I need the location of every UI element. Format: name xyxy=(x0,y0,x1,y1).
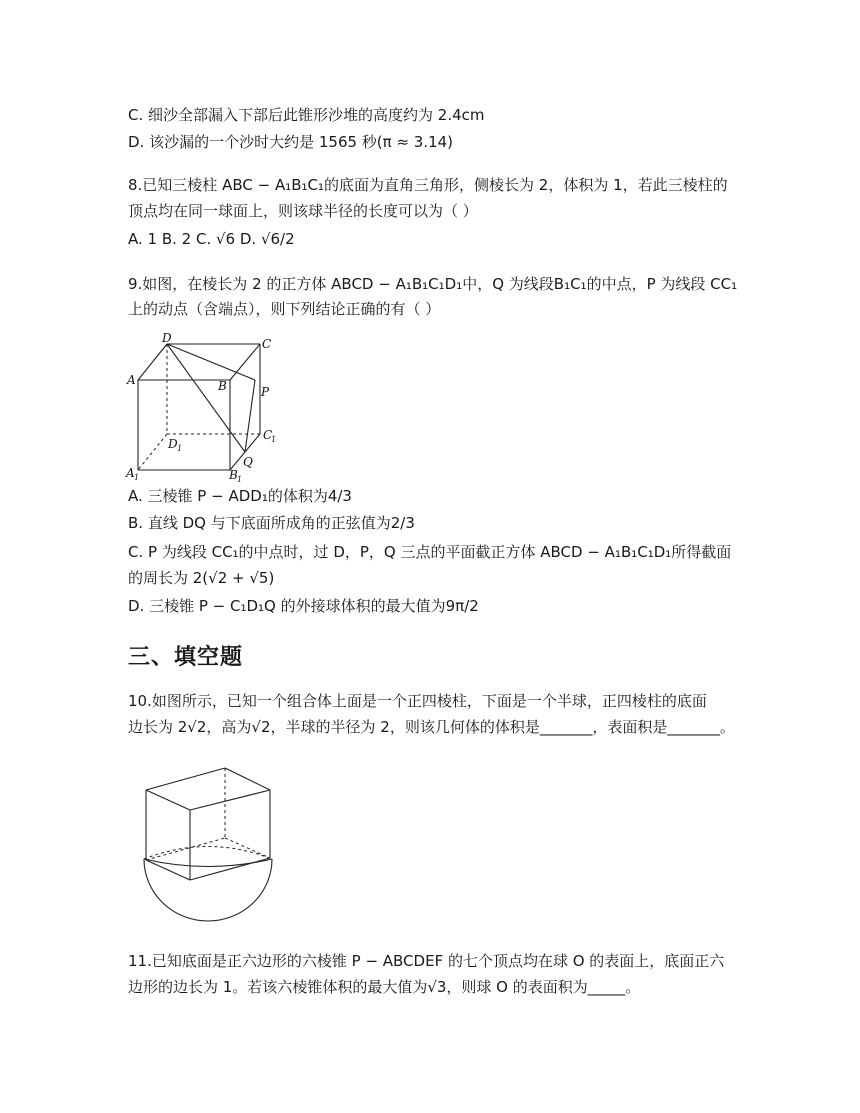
label-B1: B xyxy=(229,468,238,482)
cube-figure xyxy=(122,332,282,482)
label-P: P xyxy=(261,385,270,399)
option-7c: C. 细沙全部漏入下部后此锥形沙堆的高度约为 2.4cm xyxy=(128,106,485,124)
label-C: C xyxy=(262,337,272,351)
label-D1: D xyxy=(168,437,178,451)
label-D: D xyxy=(162,332,172,345)
label-B1-sub: 1 xyxy=(237,475,243,482)
prism-hemisphere-figure xyxy=(140,762,290,922)
label-A1-sub: 1 xyxy=(134,473,140,482)
question-10-line-2: 边长为 2√2，高为√2，半球的半径为 2，则该几何体的体积是_______，表面积是_______。 xyxy=(128,718,735,736)
option-9b: B. 直线 DQ 与下底面所成角的正弦值为2/3 xyxy=(128,514,415,532)
section-heading: 三、填空题 xyxy=(128,645,244,670)
label-A1: A xyxy=(126,466,135,480)
question-8-options: A. 1 B. 2 C. √6 D. √6/2 xyxy=(128,230,295,248)
option-9a: A. 三棱锥 P − ADD₁的体积为4/3 xyxy=(128,487,352,505)
label-Q: Q xyxy=(243,455,253,469)
label-C1-sub: 1 xyxy=(271,435,277,444)
option-7d: D. 该沙漏的一个沙时大约是 1565 秒(π ≈ 3.14) xyxy=(128,133,454,151)
label-A: A xyxy=(127,373,136,387)
label-D1-sub: 1 xyxy=(177,444,183,453)
question-9-line-1: 9.如图，在棱长为 2 的正方体 ABCD − A₁B₁C₁D₁中，Q 为线段B₁C₁的中点，P 为线段 CC₁ xyxy=(128,275,738,293)
option-9d: D. 三棱锥 P − C₁D₁Q 的外接球体积的最大值为9π/2 xyxy=(128,597,479,615)
question-10-line-1: 10.如图所示，已知一个组合体上面是一个正四棱柱，下面是一个半球，正四棱柱的底面 xyxy=(128,692,707,710)
question-9-line-2: 上的动点（含端点），则下列结论正确的有（ ） xyxy=(128,300,441,318)
label-C1: C xyxy=(263,428,273,442)
question-8-line-2: 顶点均在同一球面上，则该球半径的长度可以为（ ） xyxy=(128,202,478,220)
option-9c-line-2: 的周长为 2(√2 + √5) xyxy=(128,569,275,587)
label-B: B xyxy=(218,379,227,393)
question-11-line-2: 边形的边长为 1。若该六棱锥体积的最大值为√3，则球 O 的表面积为_____。 xyxy=(128,978,641,996)
option-9c-line-1: C. P 为线段 CC₁的中点时，过 D，P，Q 三点的平面截正方体 ABCD − A₁B₁C₁D₁所得截面 xyxy=(128,543,732,561)
question-8-line-1: 8.已知三棱柱 ABC − A₁B₁C₁的底面为直角三角形，侧棱长为 2，体积为 1，若此三棱柱的 xyxy=(128,176,728,194)
question-11-line-1: 11.已知底面是正六边形的六棱锥 P − ABCDEF 的七个顶点均在球 O 的表面上，底面正六 xyxy=(128,952,725,970)
